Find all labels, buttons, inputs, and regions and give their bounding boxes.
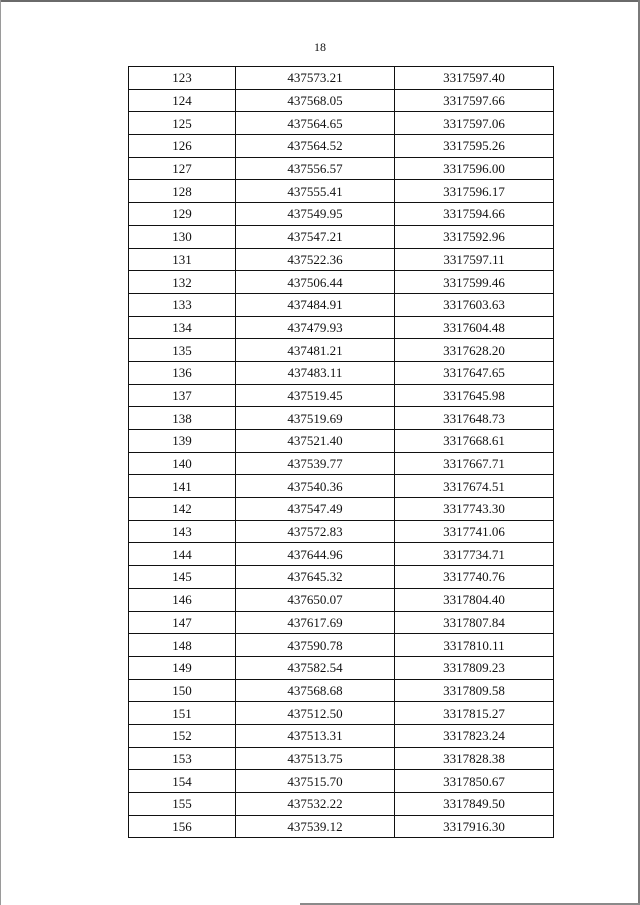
table-row <box>129 543 554 566</box>
table-row <box>129 339 554 362</box>
point-number-cell: 139 <box>129 430 236 453</box>
point-number-cell: 147 <box>129 611 236 634</box>
table-row <box>129 384 554 407</box>
x-coordinate-cell: 437547.49 <box>236 498 395 521</box>
table-row <box>129 679 554 702</box>
x-coordinate-cell: 437568.05 <box>236 89 395 112</box>
x-coordinate-cell: 437519.45 <box>236 384 395 407</box>
point-number-cell: 156 <box>129 815 236 838</box>
x-coordinate-cell: 437617.69 <box>236 611 395 634</box>
table-row <box>129 656 554 679</box>
point-number-cell: 138 <box>129 407 236 430</box>
y-coordinate-cell: 3317668.61 <box>395 430 554 453</box>
x-coordinate-cell: 437539.77 <box>236 452 395 475</box>
point-number-cell: 135 <box>129 339 236 362</box>
y-coordinate-cell: 3317815.27 <box>395 702 554 725</box>
table-row <box>129 702 554 725</box>
point-number-cell: 143 <box>129 520 236 543</box>
point-number-cell: 137 <box>129 384 236 407</box>
x-coordinate-cell: 437645.32 <box>236 566 395 589</box>
table-row <box>129 316 554 339</box>
point-number-cell: 153 <box>129 747 236 770</box>
coordinates-table-body <box>129 67 554 838</box>
y-coordinate-cell: 3317597.66 <box>395 89 554 112</box>
table-row <box>129 634 554 657</box>
y-coordinate-cell: 3317597.06 <box>395 112 554 135</box>
y-coordinate-cell: 3317667.71 <box>395 452 554 475</box>
y-coordinate-cell: 3317741.06 <box>395 520 554 543</box>
point-number-cell: 154 <box>129 770 236 793</box>
y-coordinate-cell: 3317743.30 <box>395 498 554 521</box>
table-row <box>129 112 554 135</box>
x-coordinate-cell: 437540.36 <box>236 475 395 498</box>
y-coordinate-cell: 3317647.65 <box>395 361 554 384</box>
y-coordinate-cell: 3317648.73 <box>395 407 554 430</box>
y-coordinate-cell: 3317810.11 <box>395 634 554 657</box>
table-row <box>129 815 554 838</box>
table-row <box>129 747 554 770</box>
y-coordinate-cell: 3317596.17 <box>395 180 554 203</box>
table-row <box>129 361 554 384</box>
table-row <box>129 248 554 271</box>
point-number-cell: 133 <box>129 293 236 316</box>
y-coordinate-cell: 3317849.50 <box>395 793 554 816</box>
x-coordinate-cell: 437573.21 <box>236 67 395 90</box>
x-coordinate-cell: 437572.83 <box>236 520 395 543</box>
table-row <box>129 588 554 611</box>
coordinates-table <box>128 66 554 838</box>
y-coordinate-cell: 3317628.20 <box>395 339 554 362</box>
point-number-cell: 152 <box>129 724 236 747</box>
point-number-cell: 123 <box>129 67 236 90</box>
x-coordinate-cell: 437479.93 <box>236 316 395 339</box>
x-coordinate-cell: 437532.22 <box>236 793 395 816</box>
y-coordinate-cell: 3317592.96 <box>395 225 554 248</box>
x-coordinate-cell: 437539.12 <box>236 815 395 838</box>
scan-edge-top <box>0 0 640 2</box>
y-coordinate-cell: 3317599.46 <box>395 271 554 294</box>
table-row <box>129 225 554 248</box>
point-number-cell: 125 <box>129 112 236 135</box>
y-coordinate-cell: 3317603.63 <box>395 293 554 316</box>
point-number-cell: 132 <box>129 271 236 294</box>
table-row <box>129 724 554 747</box>
point-number-cell: 144 <box>129 543 236 566</box>
y-coordinate-cell: 3317850.67 <box>395 770 554 793</box>
table-row <box>129 67 554 90</box>
point-number-cell: 127 <box>129 157 236 180</box>
point-number-cell: 145 <box>129 566 236 589</box>
x-coordinate-cell: 437521.40 <box>236 430 395 453</box>
y-coordinate-cell: 3317604.48 <box>395 316 554 339</box>
x-coordinate-cell: 437564.65 <box>236 112 395 135</box>
table-row <box>129 135 554 158</box>
point-number-cell: 141 <box>129 475 236 498</box>
point-number-cell: 131 <box>129 248 236 271</box>
table-row <box>129 611 554 634</box>
y-coordinate-cell: 3317916.30 <box>395 815 554 838</box>
x-coordinate-cell: 437555.41 <box>236 180 395 203</box>
point-number-cell: 155 <box>129 793 236 816</box>
point-number-cell: 129 <box>129 203 236 226</box>
table-row <box>129 520 554 543</box>
y-coordinate-cell: 3317734.71 <box>395 543 554 566</box>
x-coordinate-cell: 437513.75 <box>236 747 395 770</box>
point-number-cell: 150 <box>129 679 236 702</box>
table-row <box>129 793 554 816</box>
y-coordinate-cell: 3317807.84 <box>395 611 554 634</box>
y-coordinate-cell: 3317597.11 <box>395 248 554 271</box>
point-number-cell: 136 <box>129 361 236 384</box>
table-row <box>129 498 554 521</box>
point-number-cell: 126 <box>129 135 236 158</box>
y-coordinate-cell: 3317740.76 <box>395 566 554 589</box>
table-row <box>129 203 554 226</box>
x-coordinate-cell: 437522.36 <box>236 248 395 271</box>
point-number-cell: 128 <box>129 180 236 203</box>
y-coordinate-cell: 3317809.58 <box>395 679 554 702</box>
y-coordinate-cell: 3317804.40 <box>395 588 554 611</box>
table-row <box>129 271 554 294</box>
x-coordinate-cell: 437484.91 <box>236 293 395 316</box>
table-row <box>129 180 554 203</box>
x-coordinate-cell: 437644.96 <box>236 543 395 566</box>
table-row <box>129 407 554 430</box>
point-number-cell: 124 <box>129 89 236 112</box>
table-row <box>129 475 554 498</box>
x-coordinate-cell: 437590.78 <box>236 634 395 657</box>
x-coordinate-cell: 437556.57 <box>236 157 395 180</box>
point-number-cell: 148 <box>129 634 236 657</box>
x-coordinate-cell: 437568.68 <box>236 679 395 702</box>
x-coordinate-cell: 437481.21 <box>236 339 395 362</box>
y-coordinate-cell: 3317645.98 <box>395 384 554 407</box>
scan-edge-left <box>0 0 1 905</box>
y-coordinate-cell: 3317823.24 <box>395 724 554 747</box>
x-coordinate-cell: 437650.07 <box>236 588 395 611</box>
point-number-cell: 130 <box>129 225 236 248</box>
y-coordinate-cell: 3317809.23 <box>395 656 554 679</box>
page-number: 18 <box>314 40 326 54</box>
point-number-cell: 134 <box>129 316 236 339</box>
x-coordinate-cell: 437547.21 <box>236 225 395 248</box>
x-coordinate-cell: 437515.70 <box>236 770 395 793</box>
table-row <box>129 770 554 793</box>
y-coordinate-cell: 3317596.00 <box>395 157 554 180</box>
point-number-cell: 146 <box>129 588 236 611</box>
y-coordinate-cell: 3317595.26 <box>395 135 554 158</box>
x-coordinate-cell: 437582.54 <box>236 656 395 679</box>
x-coordinate-cell: 437564.52 <box>236 135 395 158</box>
y-coordinate-cell: 3317674.51 <box>395 475 554 498</box>
table-row <box>129 566 554 589</box>
x-coordinate-cell: 437512.50 <box>236 702 395 725</box>
x-coordinate-cell: 437506.44 <box>236 271 395 294</box>
y-coordinate-cell: 3317597.40 <box>395 67 554 90</box>
y-coordinate-cell: 3317594.66 <box>395 203 554 226</box>
table-row <box>129 293 554 316</box>
table-row <box>129 452 554 475</box>
point-number-cell: 151 <box>129 702 236 725</box>
point-number-cell: 140 <box>129 452 236 475</box>
point-number-cell: 149 <box>129 656 236 679</box>
x-coordinate-cell: 437513.31 <box>236 724 395 747</box>
table-row <box>129 430 554 453</box>
x-coordinate-cell: 437549.95 <box>236 203 395 226</box>
table-row <box>129 89 554 112</box>
x-coordinate-cell: 437483.11 <box>236 361 395 384</box>
point-number-cell: 142 <box>129 498 236 521</box>
table-row <box>129 157 554 180</box>
y-coordinate-cell: 3317828.38 <box>395 747 554 770</box>
x-coordinate-cell: 437519.69 <box>236 407 395 430</box>
